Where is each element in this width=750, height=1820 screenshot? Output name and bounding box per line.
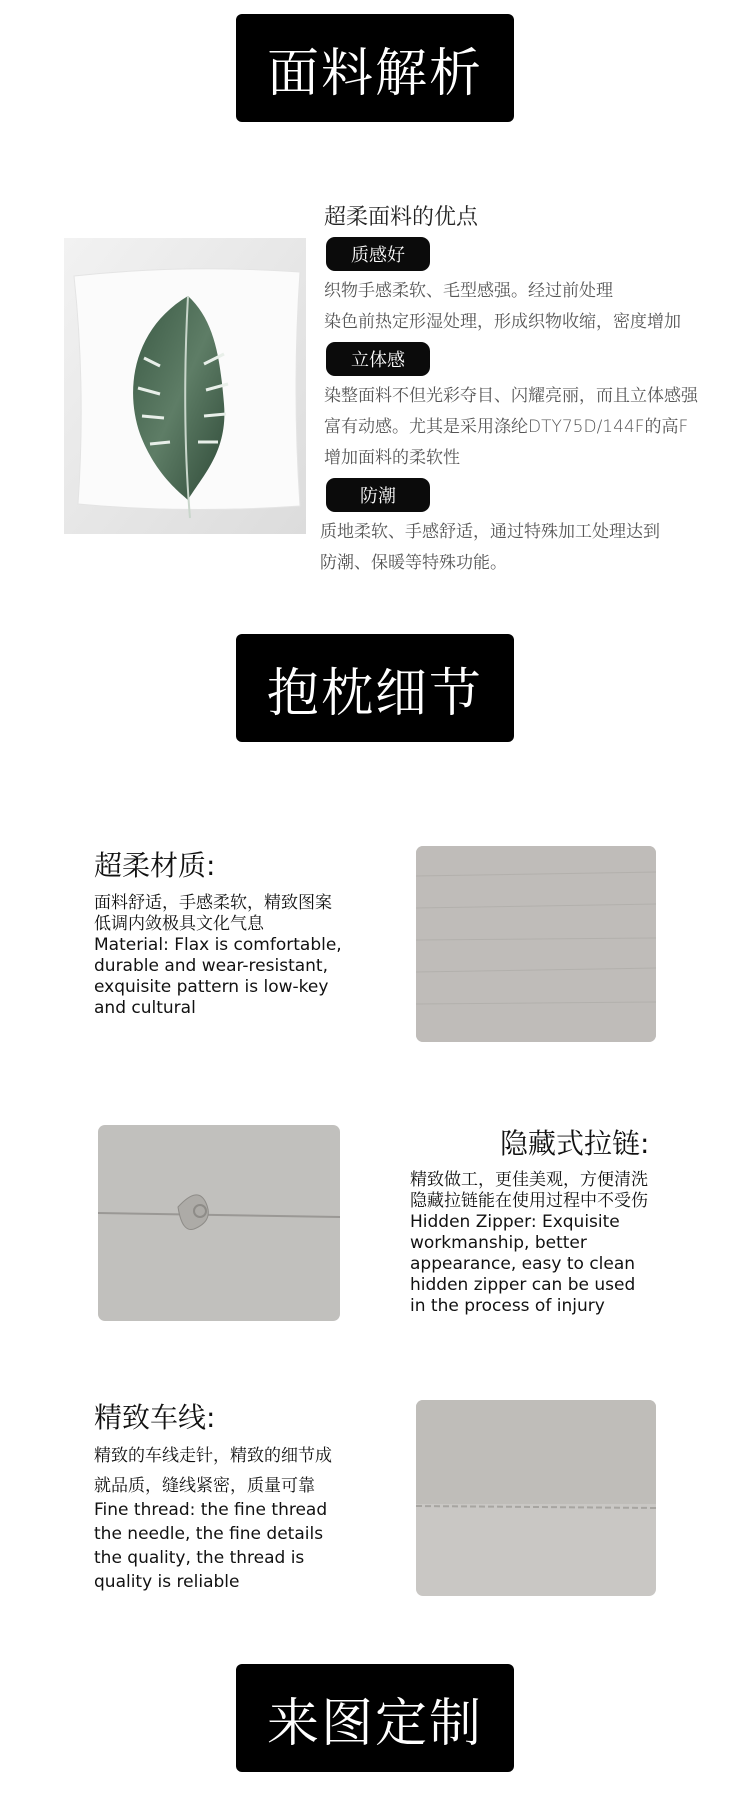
fine-thread-photo [416, 1400, 656, 1596]
hidden-zipper-photo [98, 1125, 340, 1321]
soft-material-line-1: 面料舒适，手感柔软，精致图案 [94, 893, 332, 913]
leaf-pillow-illustration [64, 238, 306, 534]
soft-material-title: 超柔材质: [94, 849, 216, 882]
hidden-zipper-line-2: 隐藏拉链能在使用过程中不受伤 [410, 1191, 648, 1211]
soft-material-line-6: and cultural [94, 998, 196, 1018]
tag-moisture-proof-label: 防潮 [360, 486, 396, 507]
soft-material-line-5: exquisite pattern is low-key [94, 977, 329, 997]
hidden-zipper-text [410, 1170, 648, 1317]
pillow-details-title: 抱枕细节 [266, 663, 483, 724]
soft-material-line-3: Material: Flax is comfortable, [94, 935, 342, 955]
tag-3d [326, 342, 430, 376]
hidden-zipper-line-5: appearance, easy to clean [410, 1254, 636, 1274]
fabric-analysis-title: 面料解析 [266, 43, 483, 104]
fabric-texture-photo [416, 846, 656, 1042]
3d-description [324, 381, 744, 474]
soft-material-line-2: 低调内敛极具文化气息 [94, 914, 264, 934]
3d-line-3: 增加面料的柔软性 [324, 448, 460, 468]
fine-thread-line-5: the quality, the thread is [94, 1548, 305, 1568]
fine-thread-title: 精致车线: [94, 1401, 216, 1434]
tag-moisture-proof [326, 478, 430, 512]
3d-line-1: 染整面料不但光彩夺目、闪耀亮丽，而且立体感强 [324, 386, 698, 406]
tag-texture [326, 237, 430, 271]
fine-thread-line-4: the needle, the fine details [94, 1524, 324, 1544]
tag-3d-label: 立体感 [351, 350, 405, 371]
texture-description [324, 276, 744, 338]
fine-thread-line-6: quality is reliable [94, 1572, 240, 1592]
fine-thread-line-1: 精致的车线走针，精致的细节成 [94, 1446, 332, 1466]
moisture-proof-description [320, 517, 740, 579]
pillow-product-image [64, 238, 306, 534]
custom-image-banner [236, 1664, 514, 1772]
soft-material-line-4: durable and wear-resistant, [94, 956, 328, 976]
texture-line-2: 染色前热定形湿处理，形成织物收缩，密度增加 [324, 312, 681, 332]
fine-thread-text [94, 1444, 332, 1594]
moisture-line-1: 质地柔软、手感舒适，通过特殊加工处理达到 [320, 522, 660, 542]
3d-line-2: 富有动感。尤其是采用涤纶DTY75D/144F的高F [324, 417, 689, 437]
fine-thread-line-2: 就品质，缝线紧密，质量可靠 [94, 1476, 315, 1496]
texture-line-1: 织物手感柔软、毛型感强。经过前处理 [324, 281, 613, 301]
hidden-zipper-line-6: hidden zipper can be used [410, 1275, 636, 1295]
fine-thread-line-3: Fine thread: the fine thread [94, 1500, 328, 1520]
hidden-zipper-title: 隐藏式拉链: [500, 1127, 650, 1160]
hidden-zipper-line-7: in the process of injury [410, 1296, 605, 1316]
pillow-details-banner [236, 634, 514, 742]
hidden-zipper-line-3: Hidden Zipper: Exquisite [410, 1212, 620, 1232]
advantages-title: 超柔面料的优点 [324, 205, 479, 230]
fabric-analysis-banner [236, 14, 514, 122]
moisture-line-2: 防潮、保暖等特殊功能。 [320, 553, 507, 573]
hidden-zipper-line-4: workmanship, better [410, 1233, 587, 1253]
soft-material-text [94, 893, 342, 1019]
tag-texture-label: 质感好 [351, 245, 405, 266]
custom-image-title: 来图定制 [266, 1693, 483, 1754]
hidden-zipper-line-1: 精致做工，更佳美观，方便清洗 [410, 1170, 648, 1190]
